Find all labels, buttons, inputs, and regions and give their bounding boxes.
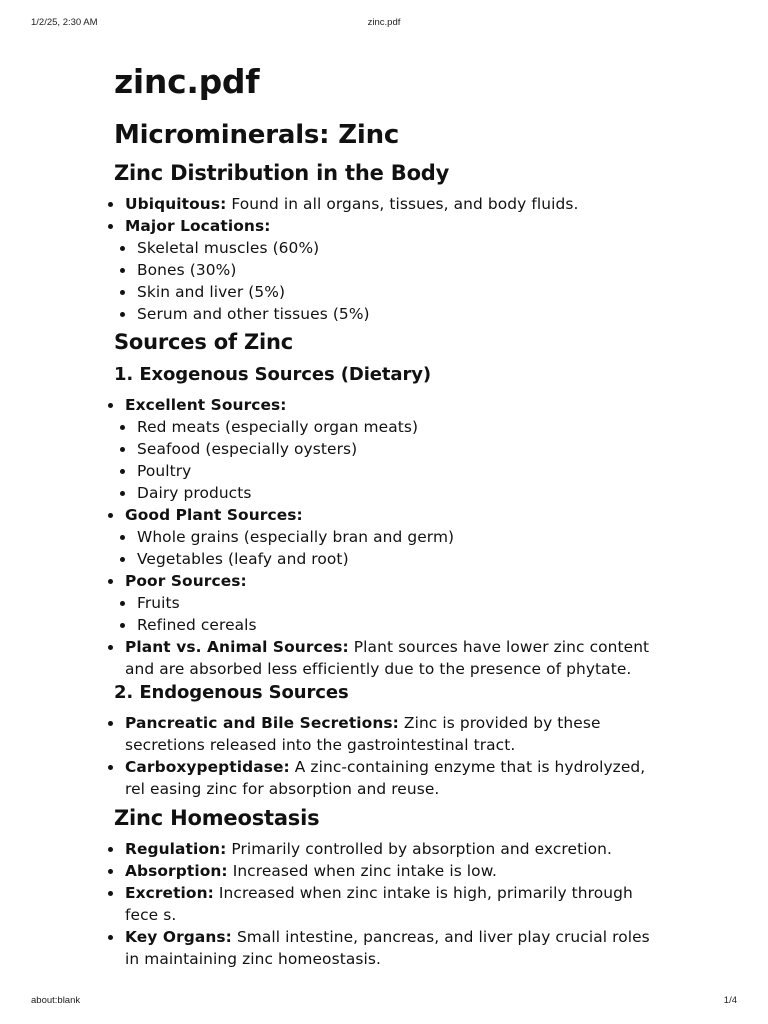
list-item (114, 882, 660, 926)
item-text: Primarily controlled by absorption and excretion. (231, 840, 612, 858)
item-text: Increased when zinc intake is low. (232, 862, 497, 880)
item-label: Plant vs. Animal Sources: (125, 638, 349, 656)
list-item: Skeletal muscles (60%) (114, 237, 660, 259)
exogenous-list (114, 394, 660, 680)
item-label: Carboxypeptidase: (125, 758, 290, 776)
print-page-number: 1/4 (723, 995, 737, 1006)
list-item: Dairy products (114, 482, 660, 504)
list-item (114, 570, 660, 592)
list-item (114, 504, 660, 526)
item-text: Increased when zinc intake is high, primarily through fece s. (125, 884, 633, 924)
list-item (114, 215, 660, 237)
sources-heading: Sources of Zinc (114, 330, 294, 354)
list-item: Skin and liver (5%) (114, 281, 660, 303)
item-label: Excellent Sources: (125, 396, 287, 414)
homeostasis-heading: Zinc Homeostasis (114, 806, 320, 830)
item-label: Major Locations: (125, 217, 271, 235)
list-item: Seafood (especially oysters) (114, 438, 660, 460)
list-item (114, 860, 660, 882)
document-title: zinc.pdf (114, 62, 260, 101)
list-item (114, 756, 660, 800)
list-item (114, 712, 660, 756)
distribution-heading: Zinc Distribution in the Body (114, 161, 450, 185)
print-datetime: 1/2/25, 2:30 AM (31, 17, 98, 28)
item-label: Regulation: (125, 840, 227, 858)
list-item (114, 636, 660, 680)
item-text: Small intestine, pancreas, and liver play crucial roles in maintaining zinc homeostasis. (125, 928, 650, 968)
list-item: Bones (30%) (114, 259, 660, 281)
main-heading: Microminerals: Zinc (114, 120, 400, 150)
item-text: Plant sources have lower zinc content and are absorbed less efficiently due to the presence of phytate. (125, 638, 650, 678)
exogenous-heading: 1. Exogenous Sources (Dietary) (114, 364, 431, 385)
endogenous-heading: 2. Endogenous Sources (114, 682, 349, 703)
item-text: Found in all organs, tissues, and body fluids. (231, 195, 579, 213)
item-label: Good Plant Sources: (125, 506, 303, 524)
item-label: Pancreatic and Bile Secretions: (125, 714, 399, 732)
homeostasis-list (114, 838, 660, 970)
item-label: Excretion: (125, 884, 214, 902)
distribution-list (114, 193, 660, 325)
endogenous-list (114, 712, 660, 800)
item-label: Poor Sources: (125, 572, 247, 590)
list-item (114, 193, 660, 215)
list-item: Refined cereals (114, 614, 660, 636)
list-item (114, 926, 660, 970)
document-body (114, 58, 660, 970)
list-item (114, 838, 660, 860)
list-item: Serum and other tissues (5%) (114, 303, 660, 325)
list-item: Whole grains (especially bran and germ) (114, 526, 660, 548)
item-label: Ubiquitous: (125, 195, 227, 213)
list-item: Red meats (especially organ meats) (114, 416, 660, 438)
item-text: Zinc is provided by these secretions released into the gastrointestinal tract. (125, 714, 601, 754)
item-text: A zinc-containing enzyme that is hydrolyzed, rel easing zinc for absorption and reuse. (125, 758, 646, 798)
item-label: Key Organs: (125, 928, 232, 946)
item-label: Absorption: (125, 862, 228, 880)
list-item: Poultry (114, 460, 660, 482)
list-item (114, 394, 660, 416)
print-doc-name: zinc.pdf (367, 17, 401, 28)
list-item: Vegetables (leafy and root) (114, 548, 660, 570)
list-item: Fruits (114, 592, 660, 614)
print-url: about:blank (31, 995, 81, 1006)
